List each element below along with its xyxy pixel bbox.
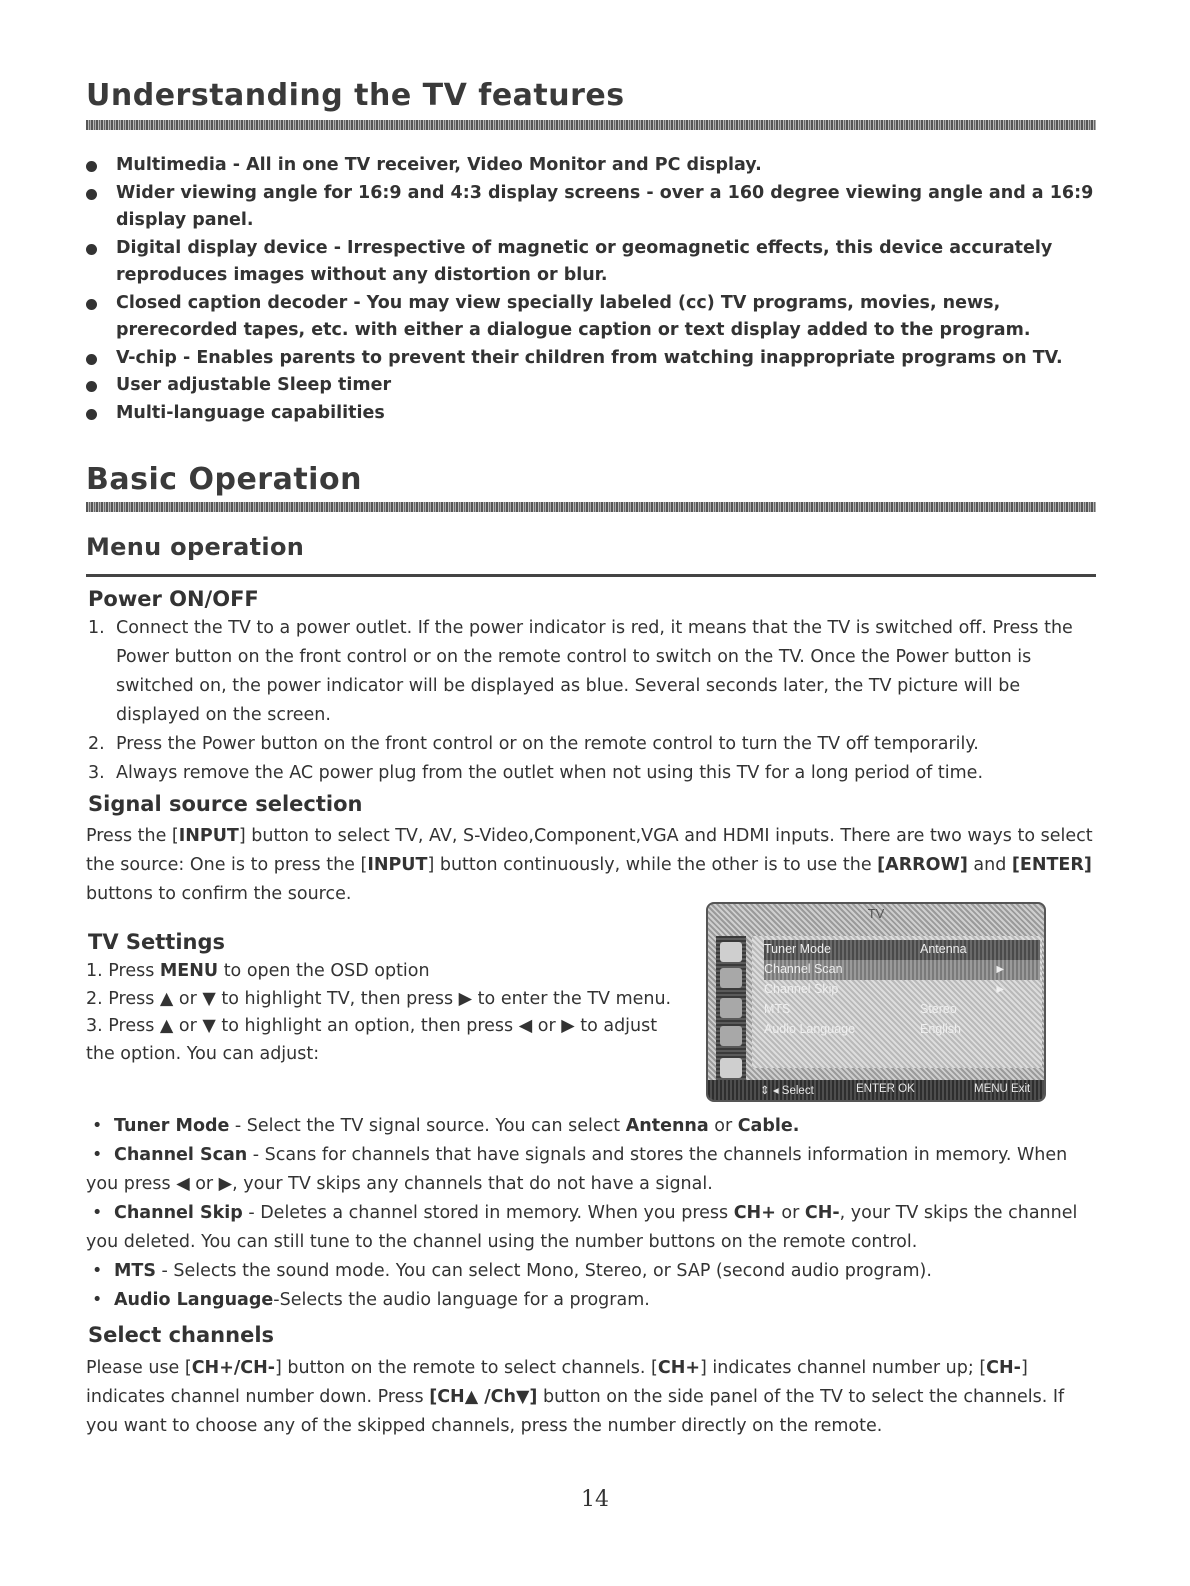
list-item: • Channel Skip - Deletes a channel stored in memory. When you press CH+ or CH-, your TV skips the channel you deleted. You can still tune to the channel using the number buttons on the remote control. (86, 1203, 1078, 1252)
tv-icon (720, 1058, 742, 1078)
bullet-icon (86, 161, 97, 172)
sound-icon (720, 968, 742, 988)
list-item: • Tuner Mode - Select the TV signal source. You can select Antenna or Cable. (92, 1116, 800, 1136)
select-channels-heading: Select channels (88, 1323, 275, 1347)
list-item: V-chip - Enables parents to prevent their children from watching inappropriate programs on TV. (86, 345, 1096, 373)
feature-list (86, 152, 1096, 427)
osd-row-tuner-mode: Tuner Mode Antenna (764, 940, 1040, 960)
list-item: the option. You can adjust: (86, 1043, 320, 1064)
tv-settings-steps (86, 958, 698, 1068)
signal-heading: Signal source selection (88, 792, 363, 816)
tv-settings-heading: TV Settings (88, 930, 226, 954)
tv-option-list (86, 1112, 1098, 1315)
bullet-icon (86, 354, 97, 365)
osd-title: TV (867, 906, 885, 921)
list-item: Multi-language capabilities (86, 400, 1096, 428)
bullet-icon (86, 244, 97, 255)
menu-operation-heading: Menu operation (86, 533, 305, 561)
osd-row-channel-scan: Channel Scan ► (764, 960, 1040, 980)
select-channels-paragraph: Please use [CH+/CH-] button on the remote to select channels. [CH+] indicates channel number up; [CH-] indicates channel number down. Press [CH▲ /Ch▼] button on the side panel of the TV to select the channels. If you want to choose any of the skipped channels, press the number directly on the remote. (86, 1358, 1065, 1436)
list-item: Multimedia - All in one TV receiver, Video Monitor and PC display. (86, 152, 1096, 180)
section-title-basic-operation: Basic Operation (86, 462, 362, 497)
power-steps (88, 614, 1088, 788)
list-item: User adjustable Sleep timer (86, 372, 1096, 400)
list-item: • Channel Scan - Scans for channels that have signals and stores the channels information in memory. When you press ◀ or ▶, your TV skips any channels that do not have a signal. (86, 1145, 1068, 1194)
list-item: • MTS - Selects the sound mode. You can select Mono, Stereo, or SAP (second audio program). (92, 1261, 932, 1281)
list-item: 1. Press MENU to open the OSD option (86, 961, 430, 981)
osd-row-audio-language: Audio Language English (764, 1022, 961, 1036)
list-item: 2. Press ▲ or ▼ to highlight TV, then press ▶ to enter the TV menu. (86, 988, 672, 1009)
list-item: • Audio Language-Selects the audio language for a program. (92, 1290, 650, 1310)
power-heading: Power ON/OFF (88, 587, 259, 611)
list-item: Digital display device - Irrespective of magnetic or geomagnetic effects, this device accurately reproduces images without any distortion or blur. (86, 235, 1096, 290)
divider (86, 574, 1096, 577)
osd-row-mts: MTS Stereo (764, 1002, 957, 1016)
setup-icon (720, 998, 742, 1018)
list-item: 3. Press ▲ or ▼ to highlight an option, then press ◀ or ▶ to adjust (86, 1016, 658, 1036)
osd-footer-menu: MENU Exit (974, 1083, 1031, 1095)
list-item: 2. Press the Power button on the front control or on the remote control to turn the TV off temporarily. (88, 734, 979, 754)
lock-icon (720, 1026, 742, 1046)
list-item: 1. Connect the TV to a power outlet. If the power indicator is red, it means that the TV is switched off. Press the Power button on the front control or on the remote control to switch on the TV. Once the Power button is switched on, the power indicator will be displayed as blue. Several seconds later, the TV picture will be displayed on the screen. (88, 618, 1073, 725)
bullet-icon (86, 409, 97, 420)
osd-footer-select: ⇕ ◂ Select (760, 1085, 814, 1097)
hatched-rule (86, 502, 1096, 512)
list-item: Closed caption decoder - You may view specially labeled (cc) TV programs, movies, news, prerecorded tapes, etc. with either a dialogue caption or text display added to the program. (86, 290, 1096, 345)
list-item: Wider viewing angle for 16:9 and 4:3 display screens - over a 160 degree viewing angle and a 16:9 display panel. (86, 180, 1096, 235)
bullet-icon (86, 189, 97, 200)
signal-paragraph: Press the [INPUT] button to select TV, AV, S-Video,Component,VGA and HDMI inputs. There are two ways to select the source: One is to press the [INPUT] button continuously, while the other is to use the [ARROW] and [ENTER] buttons to confirm the source. (86, 826, 1093, 904)
bullet-icon (86, 381, 97, 392)
page-number: 14 (581, 1487, 609, 1512)
picture-icon (720, 942, 742, 962)
osd-footer-enter: ENTER OK (856, 1083, 915, 1095)
osd-icon-bar (716, 936, 746, 1086)
list-item: 3. Always remove the AC power plug from the outlet when not using this TV for a long period of time. (88, 763, 984, 783)
osd-menu-screenshot (706, 902, 1046, 1102)
osd-footer (708, 1080, 1044, 1100)
bullet-icon (86, 299, 97, 310)
hatched-rule (86, 120, 1096, 130)
section-title-features: Understanding the TV features (86, 78, 625, 113)
osd-row-channel-skip: Channel Skip ► (764, 982, 1007, 996)
osd-panel (752, 936, 1042, 1068)
